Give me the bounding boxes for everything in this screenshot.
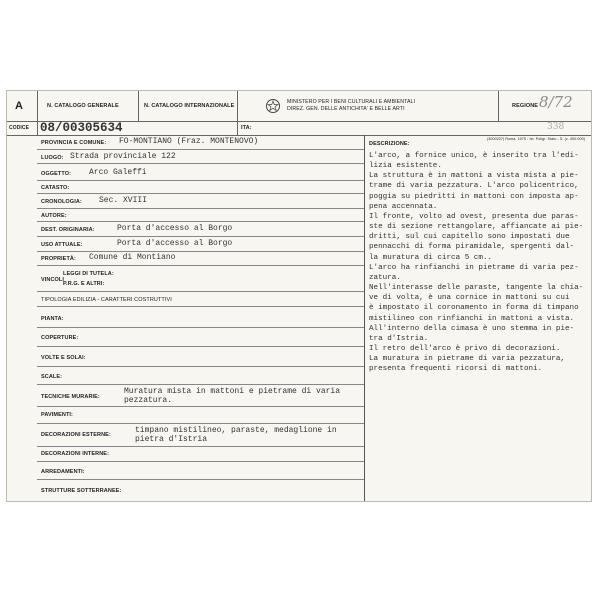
ita-label: ITA: <box>241 125 252 131</box>
description-line: lizia esistente. <box>369 162 442 171</box>
card-letter: A <box>15 100 24 112</box>
description-line: tra d'Istria. <box>369 334 429 343</box>
regione-label: REGIONE <box>512 103 539 109</box>
cronologia-label: CRONOLOGIA: <box>41 199 82 205</box>
decorazioni-esterne-label: DECORAZIONI ESTERNE: <box>41 432 111 438</box>
description-line: Il fronte, volto ad ovest, presenta due paras- <box>369 212 579 221</box>
description-line: pena accennata. <box>369 202 438 211</box>
description-line: è impostato il coronamento in forma di timpano <box>369 304 579 313</box>
volte-solai-label: VOLTE E SOLAI: <box>41 355 86 361</box>
proprieta-label: PROPRIETÀ: <box>41 256 76 262</box>
luogo-value: Strada provinciale 122 <box>70 152 176 161</box>
description-line: L'arco ha rinfianchi in pietrame di varia pez- <box>369 263 579 272</box>
coperture-label: COPERTURE: <box>41 335 79 341</box>
description-line: ste di sezione rettangolare, affiancate ai pie- <box>369 223 584 232</box>
decorazioni-interne-label: DECORAZIONI INTERNE: <box>41 451 109 457</box>
cronologia-value: Sec. XVIII <box>99 196 148 205</box>
pavimenti-label: PAVIMENTI: <box>41 412 73 418</box>
strutture-sotterranee-label: STRUTTURE SOTTERRANEE: <box>41 488 122 494</box>
prg-label: P.R.G. E ALTRI: <box>63 281 105 287</box>
arredamenti-label: ARREDAMENTI: <box>41 469 85 475</box>
description-line: L'arco, a fornice unico, è inserito tra l'edi- <box>369 152 579 160</box>
tecniche-murarie-label: TECNICHE MURARIE: <box>41 394 100 400</box>
codice-row <box>7 121 591 136</box>
description-line: mistilineo con rinfianchi in mattoni a vista. <box>369 314 575 323</box>
codice-value: 08/00305634 <box>40 121 123 135</box>
description-line: Nell'interasse delle paraste, tangente la chia- <box>369 284 584 293</box>
ministry-line-1: MINISTERO PER I BENI CULTURALI E AMBIENTALI <box>287 99 416 105</box>
inventory-stamp: 338 <box>547 122 565 132</box>
catalogo-internazionale-label: N. CATALOGO INTERNAZIONALE <box>144 103 235 109</box>
description-line: la muratura di circa 5 cm.. <box>369 253 493 262</box>
catalog-card <box>6 90 592 502</box>
codice-label: CODICE <box>9 125 30 131</box>
provincia-value: FO-MONTIANO (Fraz. MONTENOVO) <box>119 137 259 146</box>
print-note: (3000237) Roma, 1975 - Ist. Poligr. Stato - S. (c. 400.000) <box>487 137 585 141</box>
description-line: zatura. <box>369 273 401 282</box>
vincoli-label: VINCOLI <box>41 277 65 283</box>
uso-attuale-label: USO ATTUALE: <box>41 242 83 248</box>
tecniche-murarie-line-1: Muratura mista in mattoni e pietrame di varia <box>124 387 341 396</box>
leggi-tutela-label: LEGGI DI TUTELA: <box>63 271 114 277</box>
uso-attuale-value: Porta d'accesso al Borgo <box>117 239 233 248</box>
regione-value: 8/72 <box>539 93 573 111</box>
autore-label: AUTORE: <box>41 213 67 219</box>
oggetto-value: Arco Galeffi <box>89 168 147 177</box>
description-line: Il retro dell'arco è privo di decorazioni. <box>369 344 561 353</box>
dest-originaria-label: DEST. ORIGINARIA: <box>41 227 95 233</box>
description-line: trame di varia pezzatura. L'arco policentrico, <box>369 182 579 191</box>
catasto-label: CATASTO: <box>41 185 70 191</box>
republic-emblem-icon <box>265 97 281 115</box>
dest-originaria-value: Porta d'accesso al Borgo <box>117 224 233 233</box>
scale-label: SCALE: <box>41 374 63 380</box>
description-line: presenta frequenti ricorsi di mattoni. <box>369 365 543 374</box>
tipologia-label: TIPOLOGIA EDILIZIA - CARATTERI COSTRUTTIVI <box>41 297 172 303</box>
decorazioni-esterne-line-2: pietra d'Istria <box>135 435 208 444</box>
description-line: ve di volta, è una cornice in mattoni su cui <box>369 294 570 303</box>
description-line: dritti, sul cui capitello sono impostati due <box>369 233 570 242</box>
ministry-line-2: DIREZ. GEN. DELLE ANTICHITA' E BELLE ARTI <box>287 106 405 112</box>
provincia-label: PROVINCIA E COMUNE: <box>41 140 107 146</box>
description-line: La struttura è in mattoni a vista mista a pie- <box>369 172 579 181</box>
description-line: La muratura in pietrame di varia pezzatura, <box>369 355 565 364</box>
pianta-label: PIANTA: <box>41 316 64 322</box>
proprieta-value: Comune di Montiano <box>89 253 176 262</box>
description-line: pennacchi di forma piramidale, spergenti dal- <box>369 243 575 252</box>
oggetto-label: OGGETTO: <box>41 171 72 177</box>
luogo-label: LUOGO: <box>41 155 64 161</box>
decorazioni-esterne-line-1: timpano mistilineo, paraste, medaglione in <box>135 426 337 435</box>
descrizione-label: DESCRIZIONE: <box>369 141 410 147</box>
catalogo-generale-label: N. CATALOGO GENERALE <box>47 103 119 109</box>
description-line: All'interno della cimasa è uno stemma in pie- <box>369 324 575 333</box>
description-line: poggia su piedritti in mattoni con imposta ap- <box>369 192 579 201</box>
tecniche-murarie-line-2: pezzatura. <box>124 396 173 405</box>
card-header <box>7 91 591 122</box>
description-text <box>369 151 591 374</box>
